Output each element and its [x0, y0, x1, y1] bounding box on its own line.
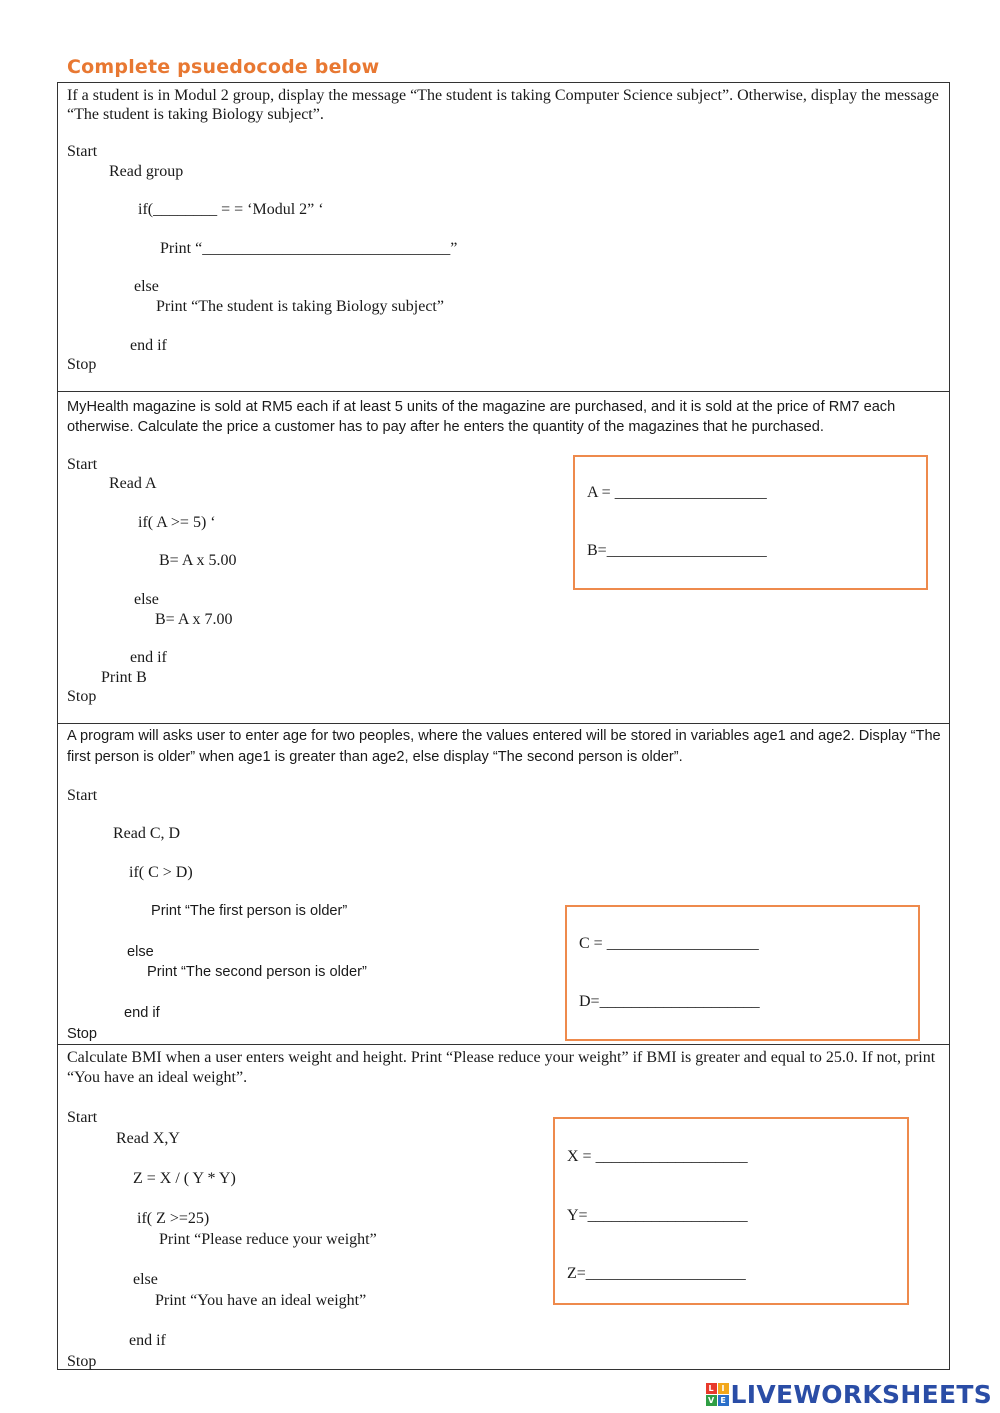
code-line-print-blank[interactable]: Print “_______________________________” — [160, 240, 458, 257]
code-line: end if — [129, 1332, 166, 1349]
exercise-2 — [58, 391, 949, 724]
answer-field-c[interactable]: C = ___________________ — [579, 935, 759, 952]
brand-name: LIVEWORKSHEETS — [730, 1379, 992, 1409]
page-title: Complete psuedocode below — [67, 56, 380, 78]
code-line: else — [133, 1271, 158, 1288]
code-line: if( C > D) — [129, 864, 193, 881]
code-line: Print “Please reduce your weight” — [159, 1231, 377, 1248]
code-line: Print “The second person is older” — [147, 964, 367, 980]
code-line: Start — [67, 456, 98, 473]
code-line: else — [134, 591, 159, 608]
answer-field-a[interactable]: A = ___________________ — [587, 484, 767, 501]
code-line: Print “The student is taking Biology subject” — [156, 298, 444, 315]
answer-field-y[interactable]: Y=____________________ — [567, 1207, 748, 1224]
code-line: Stop — [67, 1353, 97, 1370]
code-line: Z = X / ( Y * Y) — [133, 1170, 236, 1187]
code-line: B= A x 5.00 — [159, 552, 237, 569]
logo-tile: E — [718, 1395, 729, 1406]
logo-tile: I — [718, 1383, 729, 1394]
code-line: Start — [67, 787, 98, 804]
answer-field-x[interactable]: X = ___________________ — [567, 1148, 748, 1165]
code-line: Read C, D — [113, 825, 181, 842]
exercise-4 — [58, 1044, 949, 1370]
answer-field-d[interactable]: D=____________________ — [579, 993, 760, 1010]
answer-box — [565, 905, 920, 1041]
answer-box — [553, 1117, 909, 1305]
code-line: Print B — [101, 669, 147, 686]
exercise-1 — [58, 83, 949, 391]
code-line: end if — [130, 649, 167, 666]
code-line: if( A >= 5) ‘ — [138, 514, 216, 531]
exercise-3 — [58, 723, 949, 1045]
code-line-condition-blank[interactable]: if(________ = = ‘Modul 2” ‘ — [138, 201, 324, 218]
answer-field-z[interactable]: Z=____________________ — [567, 1265, 746, 1282]
liveworksheets-footer — [706, 1378, 992, 1410]
exercise-4-description: Calculate BMI when a user enters weight and height. Print “Please reduce your weight” if BMI is greater and equal to 25.0. If not, print “You have an ideal weight”. — [67, 1049, 936, 1086]
exercise-3-description: A program will asks user to enter age for two peoples, where the values entered will be stored in variables age1 and age2. Display “The first person is older” when age1 is greater than age2, else display “The second person is older”. — [67, 728, 941, 765]
code-line: Read A — [109, 475, 157, 492]
exercise-1-description: If a student is in Modul 2 group, display the message “The student is taking Computer Science subject”. Otherwise, display the message “The student is taking Biology subject”. — [67, 87, 939, 123]
code-line: end if — [124, 1005, 160, 1021]
answer-box — [573, 455, 928, 590]
code-line: Print “The first person is older” — [151, 903, 348, 919]
answer-field-b[interactable]: B=____________________ — [587, 542, 767, 559]
code-line: Stop — [67, 688, 97, 705]
code-line: else — [127, 944, 154, 960]
code-line: Start — [67, 143, 98, 160]
liveworksheets-logo-icon — [706, 1383, 729, 1406]
code-line: else — [134, 278, 159, 295]
exercise-2-description: MyHealth magazine is sold at RM5 each if at least 5 units of the magazine are purchased, and it is sold at the price of RM7 each otherwise. Calculate the price a customer has to pay after he enters the quantity of the magazines that he purchased. — [67, 399, 896, 435]
logo-tile: V — [706, 1395, 717, 1406]
code-line: Read X,Y — [116, 1130, 180, 1147]
code-line: if( Z >=25) — [137, 1210, 210, 1227]
code-line: Start — [67, 1109, 98, 1126]
code-line: Print “You have an ideal weight” — [155, 1292, 367, 1309]
code-line: Read group — [109, 163, 184, 180]
worksheet-table — [57, 82, 950, 1370]
logo-tile: L — [706, 1383, 717, 1394]
code-line: Stop — [67, 356, 97, 373]
code-line: end if — [130, 337, 167, 354]
code-line: Stop — [67, 1026, 98, 1042]
code-line: B= A x 7.00 — [155, 611, 233, 628]
